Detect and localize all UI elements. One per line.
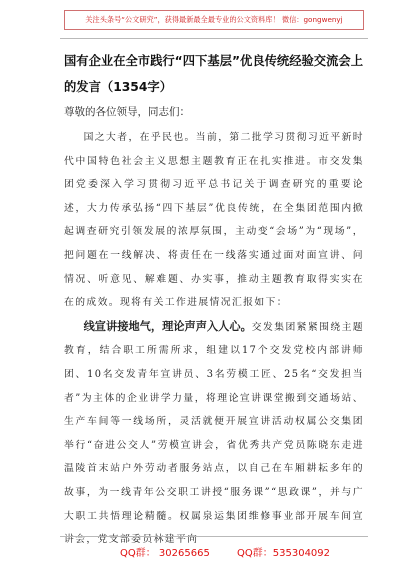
- document-body: [64, 44, 364, 552]
- footer: [120, 544, 340, 559]
- greeting: 尊敬的各位领导，同志们：: [64, 106, 190, 118]
- section-heading: 线宣讲接地气，理论声声入人心。: [83, 319, 252, 333]
- top-banner: 关注头条号“公文研究”，获得最新最全最专业的公文资料库！ 微信：gongwenyj: [64, 10, 364, 30]
- footer-rule: [60, 536, 368, 537]
- header-rule: [60, 38, 368, 39]
- paragraph-section-1: [64, 315, 364, 552]
- paragraph-intro: 国之大者，在乎民也。当前，第二批学习贯彻习近平新时代中国特色社会主义思想主题教育正在扎实推进。市交发集团党委深入学习贯彻习近平总书记关于调查研究的重要论述，大力传承弘扬“四下基层”优良传统，在全集团范围内掀起调查研究引领发展的浓厚氛围，主动变“会场”为“现场”，把问题在一线解决、将责任在一线落实通过面对面宣讲、问情况、听意见、解难题、办实事，推动主题教育取得实实在在的成效。现将有关工作进展情况汇报如下：: [64, 132, 364, 309]
- document-title: 国有企业在全市践行“四下基层”优良传统经验交流会上的发言（1354字）: [64, 54, 363, 94]
- footer-qq-group-1: QQ群： 30265665: [120, 548, 210, 559]
- footer-qq-group-2: QQ群：535304092: [237, 548, 331, 559]
- paragraph-section-1-text: 交发集团紧紧围绕主题教育，结合职工所需所求，组建以17个交发党校内部讲师团、10名交发青年宣讲员、3名劳模工匠、25名“交发担当者”为主体的企业讲学力量，将理论宣讲课堂搬到交通场站、生产车间等一线场所，灵活就便开展宣讲活动权属公交集团举行“奋进公交人”劳模宣讲会，省优秀共产党员陈晓东走进温陵首末站户外劳动者服务站点，以自己在车厢耕耘多年的故事，为一线青年公交职工讲授“服务课”“思政课”，并与广大职工共悟理论精髓。权属泉运集团维修事业部开展车间宣讲会，党支部委员林建平向: [64, 321, 364, 546]
